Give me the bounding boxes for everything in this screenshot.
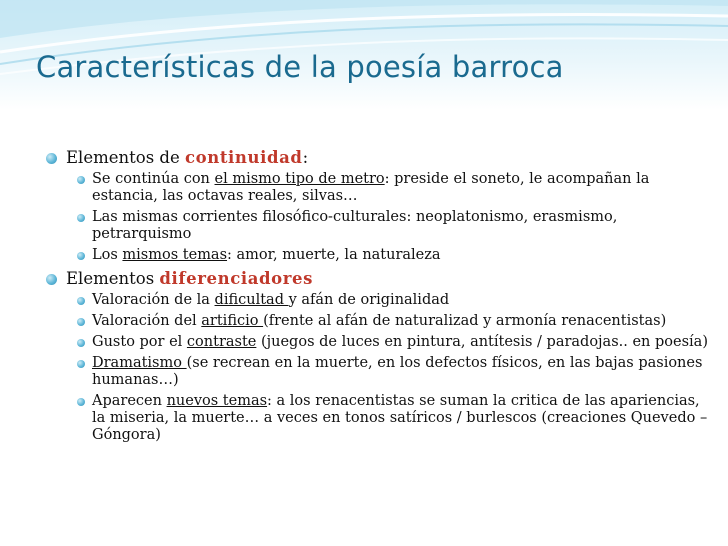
item-text: Gusto por el (92, 334, 187, 350)
list-item (66, 292, 716, 309)
underlined-term: dificultad (214, 292, 289, 308)
item-text: Las mismas corrientes filosófico-culturales: neoplatonismo, erasmismo, petrarquismo (92, 209, 618, 242)
underlined-term: el mismo tipo de metro (214, 171, 385, 187)
underlined-term: artificio (201, 313, 264, 329)
item-text: (frente al afán de naturalizad y armonía renacentistas) (263, 313, 667, 329)
item-text: (juegos de luces en pintura, antítesis / paradojas.. en poesía) (256, 334, 708, 350)
bullet-tail: : (302, 148, 309, 167)
list-item (66, 209, 716, 243)
underlined-term: Dramatismo (92, 355, 187, 371)
item-text: Valoración de la (92, 292, 215, 308)
list-item (66, 247, 716, 264)
list-item (66, 355, 716, 389)
sub-list-continuidad (66, 171, 716, 264)
list-item (66, 393, 716, 444)
item-text: : preside el soneto, le acompañan la estancia, las octavas reales, silvas… (92, 171, 650, 204)
sub-list-diferenciadores (66, 292, 716, 444)
bullet-continuidad (46, 147, 716, 264)
list-item (66, 171, 716, 205)
bullet-diferenciadores (46, 268, 716, 444)
keyword-continuidad: continuidad (184, 148, 303, 167)
slide-title: Características de la poesía barroca (36, 50, 564, 84)
item-text: y afán de originalidad (288, 292, 450, 308)
item-text: : a los renacentistas se suman la critica de las apariencias, la miseria, la muerte… a veces en tonos satíricos / burlescos (creaciones Quevedo – Góngora) (92, 393, 708, 443)
list-item (66, 334, 716, 351)
item-text: Se continúa con (92, 171, 215, 187)
item-text: : amor, muerte, la naturaleza (227, 247, 441, 263)
keyword-diferenciadores: diferenciadores (159, 269, 314, 288)
underlined-term: nuevos temas (166, 393, 268, 409)
item-text: Aparecen (92, 393, 167, 409)
bullet-list (46, 147, 716, 448)
bullet-lead: Elementos de (66, 148, 185, 167)
item-text: Valoración del (92, 313, 202, 329)
bullet-lead: Elementos (66, 269, 160, 288)
underlined-term: mismos temas (122, 247, 228, 263)
item-text: (se recrean en la muerte, en los defectos físicos, en las bajas pasiones humanas…) (92, 355, 703, 388)
list-item (66, 313, 716, 330)
underlined-term: contraste (186, 334, 257, 350)
item-text: Los (92, 247, 123, 263)
